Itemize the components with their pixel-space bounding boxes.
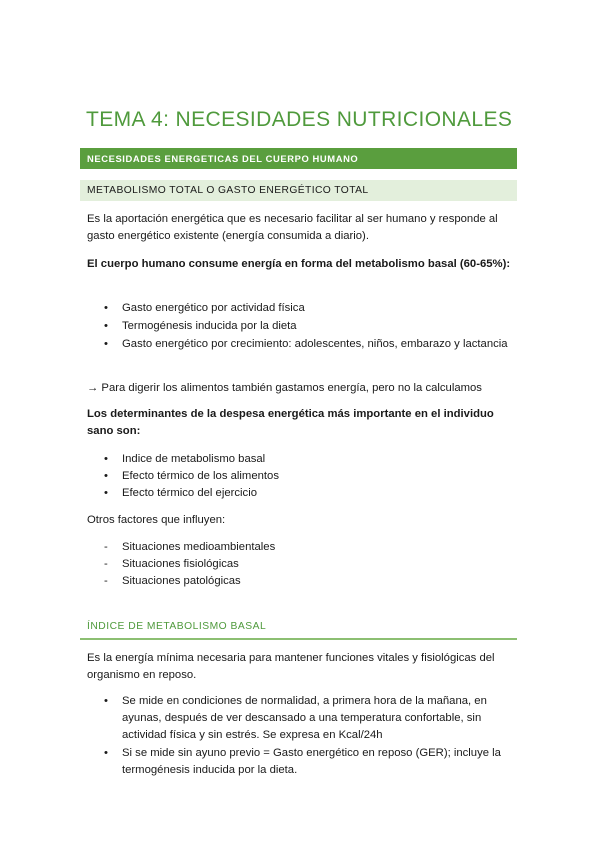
arrow-note: → Para digerir los alimentos también gastamos energía, pero no la calculamos <box>87 382 482 394</box>
bullet-icon: • <box>104 470 108 482</box>
bullet-icon: • <box>104 302 108 314</box>
paragraph-determinants: Los determinantes de la despesa energética más importante en el individuo sano son: <box>87 408 494 437</box>
paragraph-definition: Es la aportación energética que es necesario facilitar al ser humano y responde al gasto energético existente (energía consumida a diario). <box>87 213 498 242</box>
list-item: - Situaciones patológicas <box>104 573 514 590</box>
list-item: • Si se mide sin ayuno previo = Gasto energético en reposo (GER); incluye la termogénesis inducida por la dieta. <box>104 747 501 776</box>
dash-icon: - <box>104 541 108 553</box>
list-item: • Indice de metabolismo basal <box>104 451 514 468</box>
paragraph-basal-definition: Es la energía mínima necesaria para mantener funciones vitales y fisiológicas del organismo en reposo. <box>87 652 495 681</box>
subsection-heading: METABOLISMO TOTAL O GASTO ENERGÉTICO TOTAL <box>80 180 517 201</box>
bullet-icon: • <box>104 695 108 707</box>
heading-basal-metabolism: ÍNDICE DE METABOLISMO BASAL <box>87 621 267 632</box>
dash-icon: - <box>104 558 108 570</box>
list-item: • Gasto energético por crecimiento: adolescentes, niños, embarazo y lactancia <box>104 336 514 353</box>
bullet-icon: • <box>104 338 108 350</box>
bullet-icon: • <box>104 487 108 499</box>
page-title: TEMA 4: NECESIDADES NUTRICIONALES <box>86 108 513 131</box>
bullet-icon: • <box>104 320 108 332</box>
section-heading: NECESIDADES ENERGETICAS DEL CUERPO HUMANO <box>80 148 517 169</box>
list-item: - Situaciones medioambientales <box>104 539 514 556</box>
list-item: • Se mide en condiciones de normalidad, a primera hora de la mañana, en ayunas, después de ver descansado a una temperatura confortable, sin actividad física y sin estrés. Se expresa en Kcal/24h <box>104 695 487 741</box>
paragraph-other-factors: Otros factores que influyen: <box>87 514 226 526</box>
dash-icon: - <box>104 575 108 587</box>
heading-underline <box>80 638 517 640</box>
list-item: - Situaciones fisiológicas <box>104 556 514 573</box>
list-item: • Efecto térmico del ejercicio <box>104 485 514 502</box>
bullet-icon: • <box>104 453 108 465</box>
list-item: • Termogénesis inducida por la dieta <box>104 318 514 335</box>
list-item: • Gasto energético por actividad física <box>104 300 514 317</box>
bullet-icon: • <box>104 747 108 759</box>
paragraph-basal-intro: El cuerpo humano consume energía en forma del metabolismo basal (60-65%): <box>87 258 511 270</box>
list-item: • Efecto térmico de los alimentos <box>104 468 514 485</box>
